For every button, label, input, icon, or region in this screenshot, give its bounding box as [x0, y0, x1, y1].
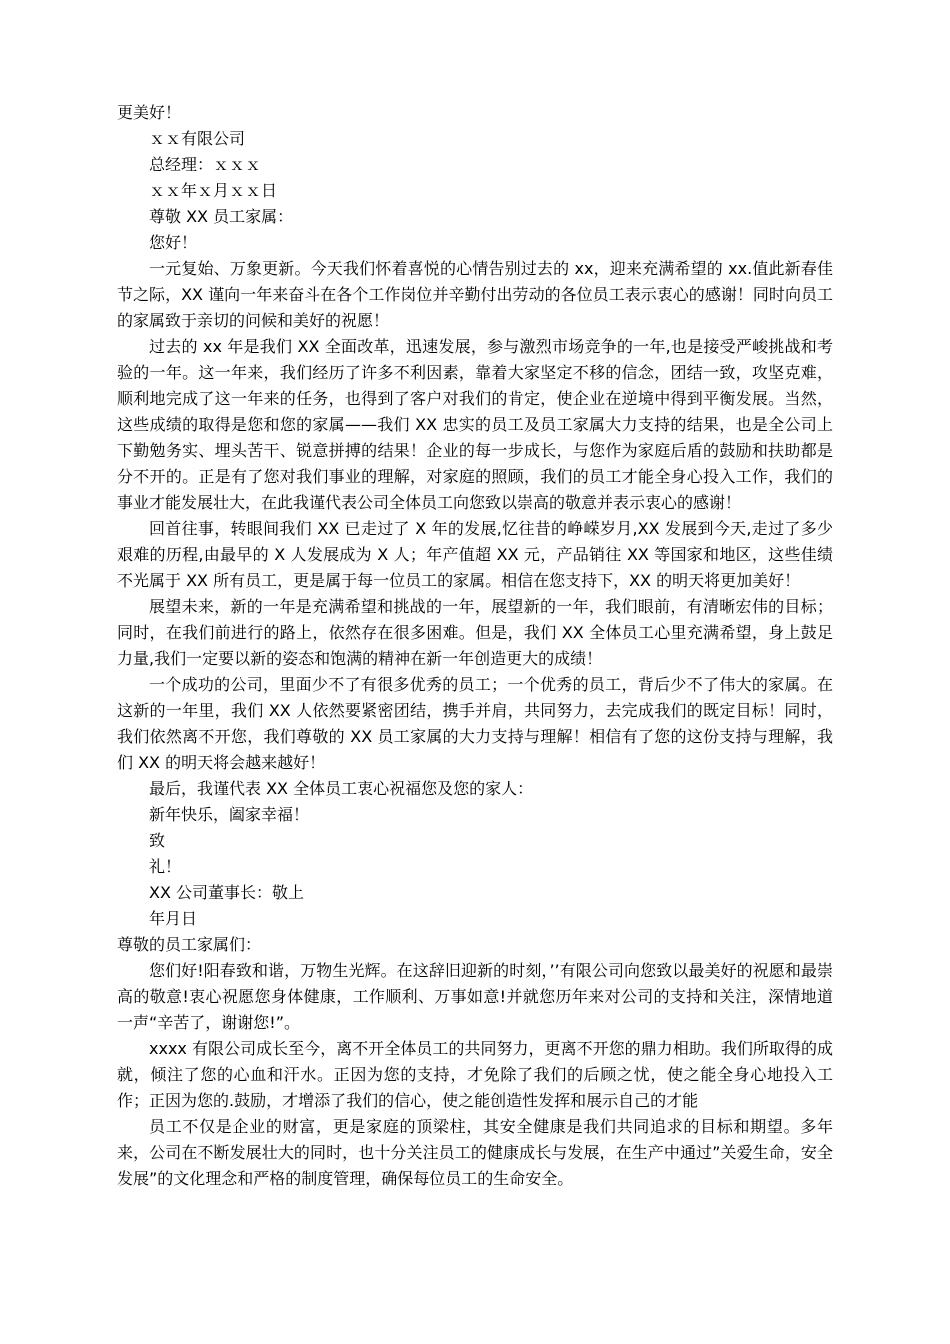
paragraph: 一元复始、万象更新。今天我们怀着喜悦的心情告别过去的 xx，迎来充满希望的 xx.值此新春佳节之际，XX 谨向一年来奋斗在各个工作岗位并辛勤付出劳动的各位员工表示衷心的感谢！同时向员工的家属致于亲切的问候和美好的祝愿！	[117, 259, 833, 330]
closing-intro: 最后，我谨代表 XX 全体员工衷心祝福您及您的家人：	[149, 779, 534, 798]
paragraph: 展望未来，新的一年是充满希望和挑战的一年，展望新的一年，我们眼前，有清晰宏伟的目标；同时，在我们前进行的路上，依然存在很多困难。但是，我们 XX 全体员工心里充满希望，身上鼓足力量,我们一定要以新的姿态和饱满的精神在新一年创造更大的成绩！	[117, 597, 833, 668]
paragraph: 回首往事，转眼间我们 XX 已走过了 X 年的发展,忆往昔的峥嵘岁月,XX 发展到今天,走过了多少艰难的历程,由最早的 X 人发展成为 X 人；年产值超 XX 元，产品销往 XX 等国家和地区，这些佳绩不光属于 XX 所有员工，更是属于每一位员工的家属。相信在您支持下，XX 的明天将更加美好！	[117, 519, 833, 590]
closing-line: 更美好！	[117, 103, 182, 122]
new-year-wish: 新年快乐，阖家幸福！	[149, 805, 310, 824]
signer-title: 总经理：ｘｘｘ	[149, 155, 262, 174]
closing-zhi: 致	[149, 831, 166, 850]
paragraph: 一个成功的公司，里面少不了有很多优秀的员工；一个优秀的员工，背后少不了伟大的家属。在这新的一年里，我们 XX 人依然要紧密团结，携手并肩，共同努力，去完成我们的既定目标！同时，我们依然离不开您，我们尊敬的 XX 员工家属的大力支持与理解！相信有了您的这份支持与理解，我们 XX 的明天将会越来越好！	[117, 675, 833, 772]
company-name: ｘｘ有限公司	[149, 129, 246, 148]
salutation: 尊敬 XX 员工家属：	[149, 207, 294, 226]
greeting: 您好！	[149, 233, 198, 252]
paragraph: xxxx 有限公司成长至今，离不开全体员工的共同努力，更离不开您的鼎力相助。我们所取得的成就，倾注了您的心血和汗水。正因为您的支持，才免除了我们的后顾之忧，使之能全身心地投入工作；正因为您的.鼓励，才增添了我们的信心，使之能创造性发挥和展示自己的才能	[117, 1039, 833, 1110]
letter-date: ｘｘ年ｘ月ｘｘ日	[149, 181, 278, 200]
closing-li: 礼！	[149, 857, 182, 876]
paragraph: 您们好!阳春致和谐，万物生光辉。在这辞旧迎新的时刻，’’有限公司向您致以最美好的祝愿和最崇高的敬意!衷心祝愿您身体健康，工作顺利、万事如意!并就您历年来对公司的支持和关注，深情地道一声“辛苦了，谢谢您!”。	[117, 961, 833, 1032]
paragraph: 员工不仅是企业的财富，更是家庭的顶梁柱，其安全健康是我们共同追求的目标和期望。多年来，公司在不断发展壮大的同时，也十分关注员工的健康成长与发展，在生产中通过”关爱生命，安全发展”的文化理念和严格的制度管理，确保每位员工的生命安全。	[117, 1117, 833, 1188]
paragraph: 过去的 xx 年是我们 XX 全面改革，迅速发展，参与激烈市场竞争的一年,也是接受严峻挑战和考验的一年。这一年来，我们经历了许多不利因素，靠着大家坚定不移的信念，团结一致，攻坚克难，顺利地完成了这一年来的任务，也得到了客户对我们的肯定，使企业在逆境中得到平衡发展。当然，这些成绩的取得是您和您的家属——我们 XX 忠实的员工及员工家属大力支持的结果，也是全公司上下勤勉务实、埋头苦干、锐意拼搏的结果！企业的每一步成长，与您作为家庭后盾的鼓励和扶助都是分不开的。正是有了您对我们事业的理解，对家庭的照顾，我们的员工才能全身心投入工作，我们的事业才能发展壮大，在此我谨代表公司全体员工向您致以崇高的敬意并表示衷心的感谢！	[117, 337, 833, 512]
chairman-signature: XX 公司董事长：敬上	[149, 883, 305, 902]
salutation-family: 尊敬的员工家属们：	[117, 935, 262, 954]
document-page	[117, 100, 833, 1192]
signature-date: 年月日	[149, 909, 198, 928]
